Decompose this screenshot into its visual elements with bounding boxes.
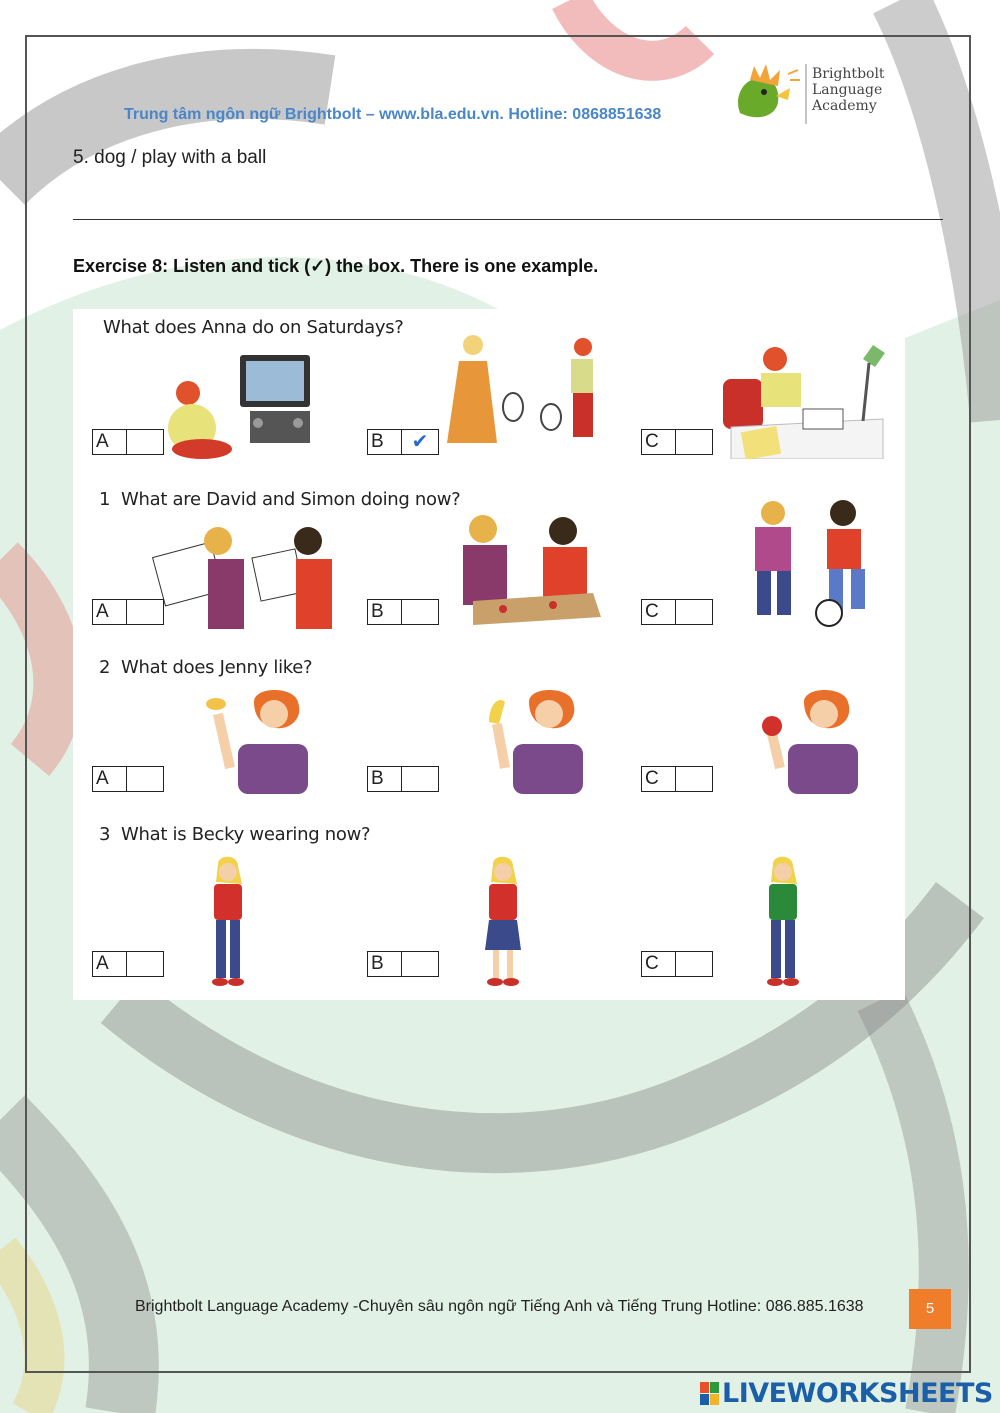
- option-box-c[interactable]: C: [641, 429, 713, 455]
- option-box-c[interactable]: C: [641, 599, 713, 625]
- jenny-with-banana-picture: [433, 684, 613, 794]
- girl-doing-homework-picture: [713, 339, 893, 459]
- girl-watching-tv-picture: [158, 353, 338, 463]
- question-2: 2 What does Jenny like?: [99, 657, 313, 678]
- becky-red-jacket-skirt-picture: [473, 854, 533, 989]
- boys-playing-football-picture: [723, 499, 903, 629]
- question-example: What does Anna do on Saturdays?: [103, 317, 404, 338]
- jenny-with-apple-picture: [708, 684, 888, 794]
- liveworksheets-watermark[interactable]: LIVEWORKSHEETS: [722, 1378, 993, 1409]
- option-box-b[interactable]: B: [367, 599, 439, 625]
- becky-green-jacket-trousers-picture: [753, 854, 813, 989]
- boys-eating-pizza-picture: [443, 509, 613, 629]
- jenny-with-chips-picture: [158, 684, 338, 794]
- question-3: 3 What is Becky wearing now?: [99, 824, 371, 845]
- becky-red-jacket-trousers-picture: [198, 854, 258, 989]
- option-box-c[interactable]: C: [641, 766, 713, 792]
- exercise-title: Exercise 8: Listen and tick (✓) the box. There is one example.: [73, 256, 599, 276]
- question-1: 1 What are David and Simon doing now?: [99, 489, 461, 510]
- page-number: 5: [909, 1289, 951, 1329]
- option-box-b[interactable]: B: [367, 951, 439, 977]
- footer-text: Brightbolt Language Academy -Chuyên sâu ngôn ngữ Tiếng Anh và Tiếng Trung Hotline: 086.885.1638: [135, 1298, 864, 1315]
- item-5-prompt: 5. dog / play with a ball: [73, 147, 267, 168]
- option-box-a[interactable]: A: [92, 766, 164, 792]
- boys-drawing-picture: [148, 519, 338, 629]
- logo-wordmark: Brightbolt Language Academy: [812, 66, 885, 114]
- answer-line: [73, 219, 943, 220]
- tick-mark-icon: ✔: [411, 431, 429, 453]
- header-text: Trung tâm ngôn ngữ Brightbolt – www.bla.edu.vn. Hotline: 0868851638: [124, 106, 662, 123]
- option-box-b[interactable]: B ✔: [367, 429, 439, 455]
- liveworksheets-logo-icon: [700, 1382, 720, 1406]
- option-box-a[interactable]: A: [92, 429, 164, 455]
- option-box-b[interactable]: B: [367, 766, 439, 792]
- option-box-a[interactable]: A: [92, 599, 164, 625]
- exercise-panel: [73, 309, 905, 1000]
- option-box-a[interactable]: A: [92, 951, 164, 977]
- girls-playing-tennis-picture: [433, 331, 633, 461]
- option-box-c[interactable]: C: [641, 951, 713, 977]
